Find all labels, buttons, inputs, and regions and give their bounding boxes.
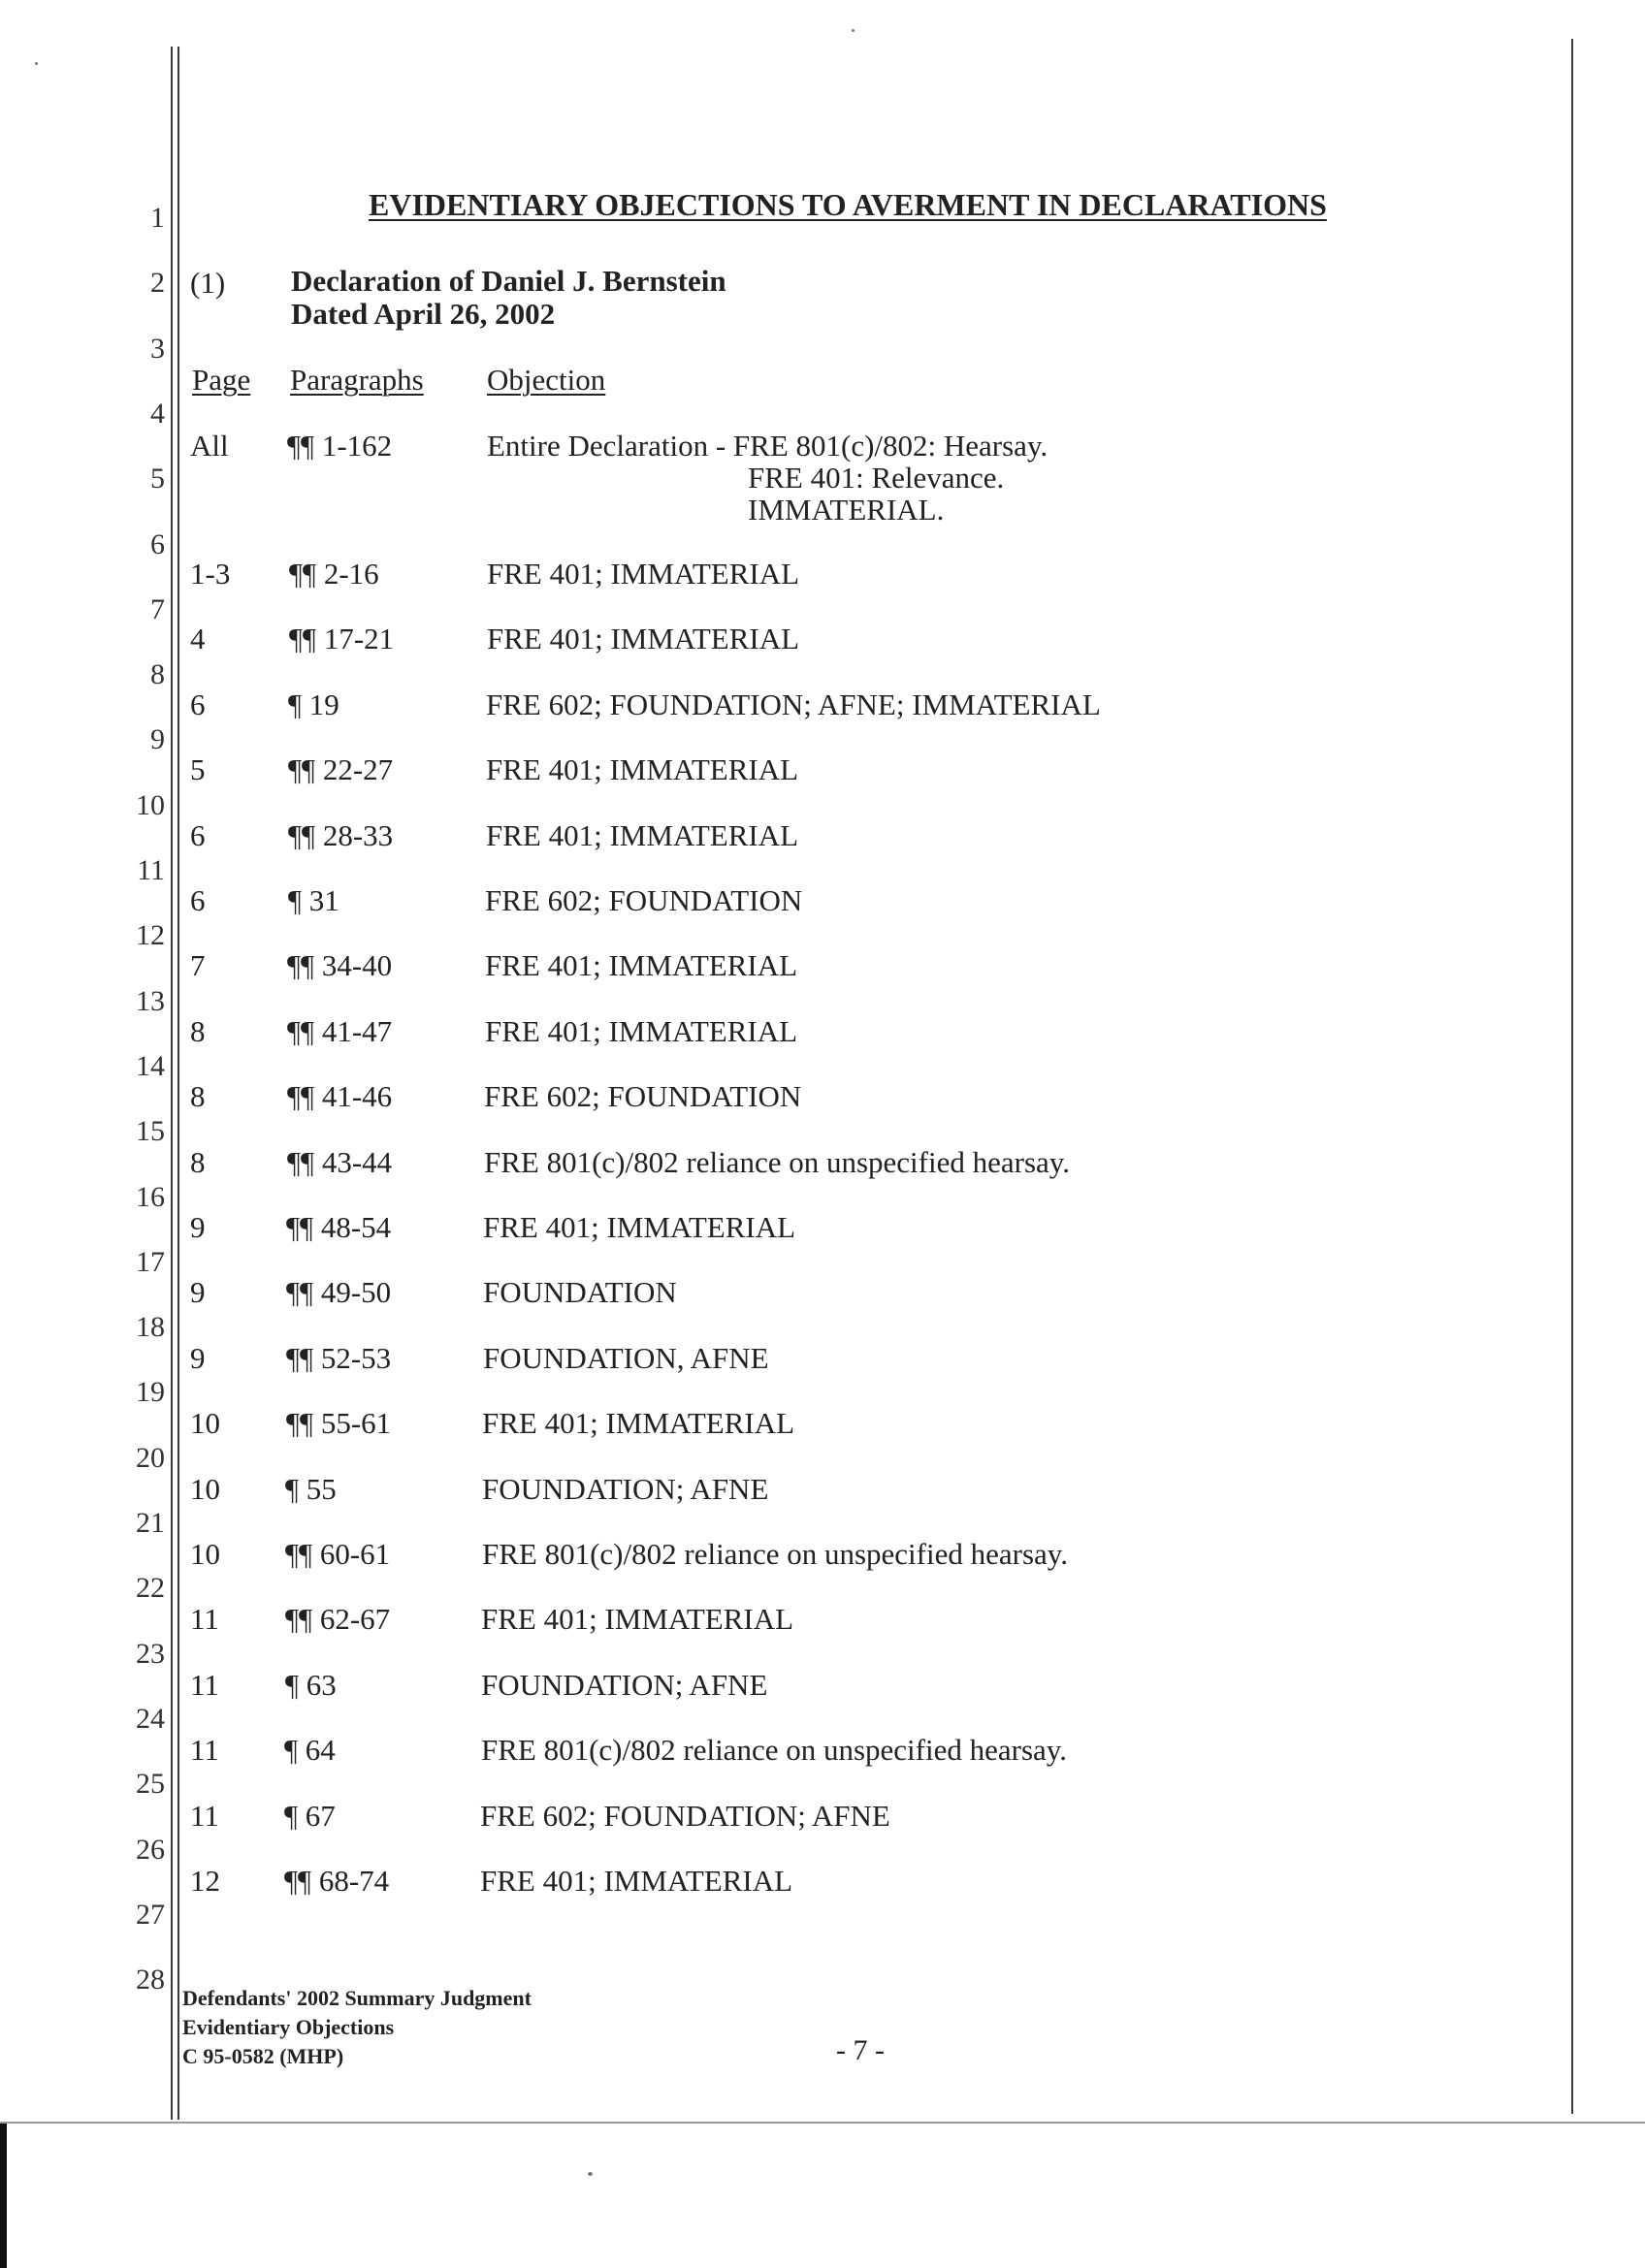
line-number: 5 [150, 463, 165, 495]
cell-page: 1-3 [190, 557, 231, 591]
line-number: 23 [136, 1637, 165, 1670]
scan-speck [852, 29, 855, 32]
line-number: 8 [150, 658, 165, 691]
cell-objection: FRE 401; IMMATERIAL [480, 1864, 793, 1898]
line-number: 24 [136, 1702, 165, 1735]
cell-paragraphs: ¶¶ 41-47 [287, 1013, 393, 1048]
cell-page: 6 [190, 883, 206, 917]
cell-objection: Entire Declaration - FRE 801(c)/802: Hearsay. [487, 429, 1048, 463]
cell-objection: FRE 401; IMMATERIAL [486, 817, 799, 852]
line-number: 28 [136, 1964, 165, 1996]
line-number: 20 [136, 1441, 165, 1474]
cell-page: 7 [190, 948, 206, 983]
cell-objection: FRE 401; IMMATERIAL [487, 622, 800, 656]
cell-page: 11 [190, 1733, 219, 1768]
cell-objection: FRE 602; FOUNDATION; AFNE; IMMATERIAL [486, 687, 1101, 721]
cell-paragraphs: ¶¶ 60-61 [285, 1537, 391, 1571]
cell-paragraphs: ¶¶ 48-54 [286, 1210, 392, 1244]
cell-paragraphs: ¶¶ 2-16 [289, 557, 379, 591]
left-margin-rule-inner [177, 47, 179, 2120]
cell-paragraphs: ¶¶ 28-33 [288, 817, 394, 852]
scan-speck [35, 62, 38, 65]
objection-continuation: FRE 401: Relevance. [748, 461, 1005, 495]
line-number: 27 [136, 1898, 165, 1931]
cell-objection: FRE 401; IMMATERIAL [483, 1210, 796, 1244]
line-number: 15 [136, 1115, 165, 1148]
cell-paragraphs: ¶¶ 68-74 [284, 1864, 390, 1898]
cell-objection: FOUNDATION, AFNE [483, 1340, 769, 1375]
right-margin-rule [1571, 39, 1573, 2114]
cell-objection: FRE 801(c)/802 reliance on unspecified hearsay. [481, 1733, 1068, 1768]
cell-paragraphs: ¶¶ 43-44 [287, 1144, 393, 1179]
cell-page: 9 [190, 1340, 206, 1375]
line-number: 14 [136, 1049, 165, 1082]
cell-page: 10 [190, 1406, 220, 1441]
cell-paragraphs: ¶¶ 52-53 [286, 1340, 392, 1375]
cell-paragraphs: ¶ 64 [284, 1733, 336, 1768]
cell-paragraphs: ¶¶ 22-27 [288, 752, 394, 787]
footer-line: Defendants' 2002 Summary Judgment [182, 1986, 532, 2010]
header-objection: Objection [487, 363, 606, 397]
cell-page: 12 [190, 1864, 220, 1898]
cell-paragraphs: ¶ 19 [288, 687, 339, 721]
line-number: 6 [150, 527, 165, 560]
header-page: Page [192, 363, 251, 397]
cell-paragraphs: ¶¶ 17-21 [289, 622, 395, 656]
cell-objection: FRE 602; FOUNDATION [485, 883, 803, 917]
line-number: 3 [150, 332, 165, 365]
line-number: 16 [136, 1180, 165, 1213]
line-number: 25 [136, 1768, 165, 1801]
cell-objection: FRE 801(c)/802 reliance on unspecified hearsay. [482, 1537, 1069, 1571]
cell-page: 9 [190, 1210, 206, 1244]
cell-page: 8 [190, 1013, 206, 1048]
left-margin-rule-outer [171, 47, 173, 2120]
line-number: 2 [150, 267, 165, 300]
line-number: 12 [136, 919, 165, 952]
cell-page: 11 [190, 1798, 219, 1833]
line-number: 17 [136, 1245, 165, 1278]
line-number: 7 [150, 592, 165, 625]
line-number: 19 [136, 1376, 165, 1409]
header-paragraphs: Paragraphs [290, 363, 424, 397]
cell-page: 10 [190, 1471, 220, 1506]
line-number: 4 [150, 397, 165, 430]
line-number: 11 [137, 854, 165, 886]
cell-paragraphs: ¶ 31 [288, 883, 339, 917]
scan-bottom-edge [0, 2122, 1645, 2124]
cell-page: 6 [190, 817, 206, 852]
cell-objection: FRE 602; FOUNDATION; AFNE [480, 1798, 890, 1833]
declaration-number: (1) [190, 266, 226, 300]
cell-paragraphs: ¶¶ 55-61 [286, 1406, 392, 1441]
cell-page: 4 [190, 622, 206, 656]
page-title: EVIDENTIARY OBJECTIONS TO AVERMENT IN DECLARATIONS [369, 187, 1327, 222]
page-number: - 7 - [836, 2034, 885, 2066]
scan-speck [588, 2172, 593, 2176]
cell-paragraphs: ¶ 67 [284, 1798, 336, 1833]
cell-objection: FOUNDATION; AFNE [481, 1667, 768, 1702]
line-number: 18 [136, 1311, 165, 1344]
cell-objection: FRE 801(c)/802 reliance on unspecified hearsay. [484, 1144, 1071, 1179]
cell-objection: FOUNDATION [483, 1275, 677, 1310]
line-number: 1 [150, 202, 165, 234]
line-number: 13 [136, 984, 165, 1017]
cell-objection: FRE 401; IMMATERIAL [486, 752, 799, 787]
cell-page: 6 [190, 687, 206, 721]
cell-page: All [190, 429, 229, 463]
cell-paragraphs: ¶¶ 62-67 [285, 1602, 391, 1637]
cell-objection: FRE 401; IMMATERIAL [487, 557, 800, 591]
cell-paragraphs: ¶¶ 49-50 [286, 1275, 392, 1310]
footer-line: C 95-0582 (MHP) [182, 2044, 344, 2068]
declaration-date: Dated April 26, 2002 [291, 297, 556, 331]
cell-page: 11 [190, 1602, 219, 1637]
cell-page: 8 [190, 1079, 206, 1114]
cell-paragraphs: ¶¶ 1-162 [287, 429, 393, 463]
line-number: 9 [150, 723, 165, 756]
cell-objection: FOUNDATION; AFNE [482, 1471, 769, 1506]
line-number: 26 [136, 1833, 165, 1866]
cell-paragraphs: ¶ 63 [285, 1667, 337, 1702]
line-number: 22 [136, 1572, 165, 1605]
cell-page: 10 [190, 1537, 220, 1571]
cell-objection: FRE 401; IMMATERIAL [485, 948, 798, 983]
cell-objection: FRE 401; IMMATERIAL [485, 1013, 798, 1048]
cell-objection: FRE 401; IMMATERIAL [482, 1406, 795, 1441]
cell-page: 8 [190, 1144, 206, 1179]
cell-objection: FRE 602; FOUNDATION [484, 1079, 802, 1114]
cell-page: 9 [190, 1275, 206, 1310]
footer-line: Evidentiary Objections [182, 2015, 395, 2039]
objection-continuation: IMMATERIAL. [748, 493, 945, 527]
cell-paragraphs: ¶ 55 [285, 1471, 337, 1506]
cell-paragraphs: ¶¶ 41-46 [287, 1079, 393, 1114]
line-number: 10 [136, 788, 165, 821]
line-number: 21 [136, 1507, 165, 1539]
declaration-name: Declaration of Daniel J. Bernstein [291, 264, 726, 298]
cell-objection: FRE 401; IMMATERIAL [481, 1602, 794, 1637]
cell-page: 11 [190, 1667, 219, 1702]
cell-paragraphs: ¶¶ 34-40 [287, 948, 393, 983]
scan-left-edge [0, 2124, 7, 2268]
cell-page: 5 [190, 752, 206, 787]
